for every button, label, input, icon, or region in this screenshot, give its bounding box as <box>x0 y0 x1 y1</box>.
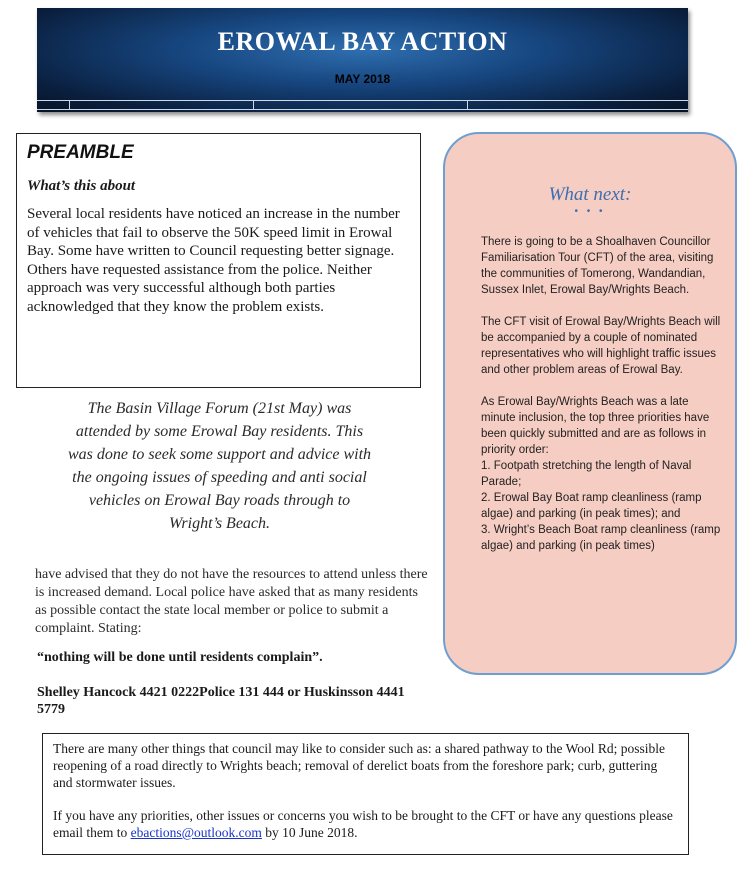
priority-item: 3. Wright’s Beach Boat ramp cleanliness (ramp algae) and parking (in peak times) <box>481 524 721 552</box>
banner-divider <box>37 100 688 110</box>
other-considerations: There are many other things that council may like to consider such as: a shared pathway to the Wool Rd; possible reopening of a road directly to Wrights beach; removal of derelict boats from the foreshore park; curb, guttering and stormwater issues. <box>53 741 666 790</box>
preamble-subheading: What’s this about <box>27 178 136 194</box>
divider-tick <box>467 100 468 110</box>
email-link[interactable]: ebactions@outlook.com <box>130 825 262 840</box>
forum-line: vehicles on Erowal Bay roads through to <box>88 492 351 509</box>
newsletter-title: EROWAL BAY ACTION <box>217 27 508 56</box>
forum-line: attended by some Erowal Bay residents. This <box>75 423 364 440</box>
priority-item: 1. Footpath stretching the length of Naval Parade; <box>481 460 692 488</box>
deadline-text: by 10 June 2018. <box>261 825 358 840</box>
priorities-intro: As Erowal Bay/Wrights Beach was a late minute inclusion, the top three priorities have been quickly submitted and are as follows in priority order: <box>481 396 710 456</box>
heading-dots: • • • <box>574 206 606 217</box>
what-next-heading: What next: <box>548 184 632 205</box>
forum-line: The Basin Village Forum (21st May) was <box>87 400 352 417</box>
what-next-box <box>443 132 737 675</box>
what-next-body <box>481 234 721 554</box>
forum-line: was done to seek some support and advice with <box>67 446 372 463</box>
priority-item: 2. Erowal Bay Boat ramp cleanliness (ramp algae) and parking (in peak times); and <box>481 492 702 520</box>
divider-tick <box>253 100 254 110</box>
contact-numbers: Shelley Hancock 4421 0222Police 131 444 or Huskinsson 4441 5779 <box>37 685 405 717</box>
footer-box <box>42 733 689 855</box>
forum-paragraph <box>22 397 417 535</box>
preamble-box <box>16 133 421 388</box>
divider-tick <box>69 100 70 110</box>
preamble-body: Several local residents have noticed an increase in the number of vehicles that fail to observe the 50K speed limit in Erowal Bay. Some have written to Council requesting better signage. Others have requested assistance from the police. Neither approach was very successful although both parties acknowledged that they know the problem exists. <box>27 206 400 315</box>
cft-representatives: The CFT visit of Erowal Bay/Wrights Beach will be accompanied by a couple of nominated representatives who will highlight traffic issues and other problem areas of Erowal Bay. <box>481 316 721 376</box>
cft-announcement: There is going to be a Shoalhaven Councillor Familiarisation Tour (CFT) of the area, visiting the communities of Tomerong, Wandandian, Sussex Inlet, Erowal Bay/Wrights Beach. <box>481 236 714 296</box>
forum-line: Wright’s Beach. <box>168 515 271 532</box>
email-invitation <box>53 807 678 841</box>
email-invitation-text: If you have any priorities, other issues or concerns you wish to be brought to the CFT or have any questions please email them to <box>53 808 673 840</box>
forum-line: the ongoing issues of speeding and anti social <box>72 469 367 486</box>
header-banner <box>37 8 688 112</box>
police-quote: “nothing will be done until residents complain”. <box>37 650 323 665</box>
police-advice-paragraph: have advised that they do not have the resources to attend unless there is increased demand. Local police have asked that as many residents as possible contact the state local member or police to submit a complaint. Stating: <box>35 567 428 636</box>
preamble-heading: PREAMBLE <box>27 142 134 163</box>
issue-date: MAY 2018 <box>334 72 391 86</box>
